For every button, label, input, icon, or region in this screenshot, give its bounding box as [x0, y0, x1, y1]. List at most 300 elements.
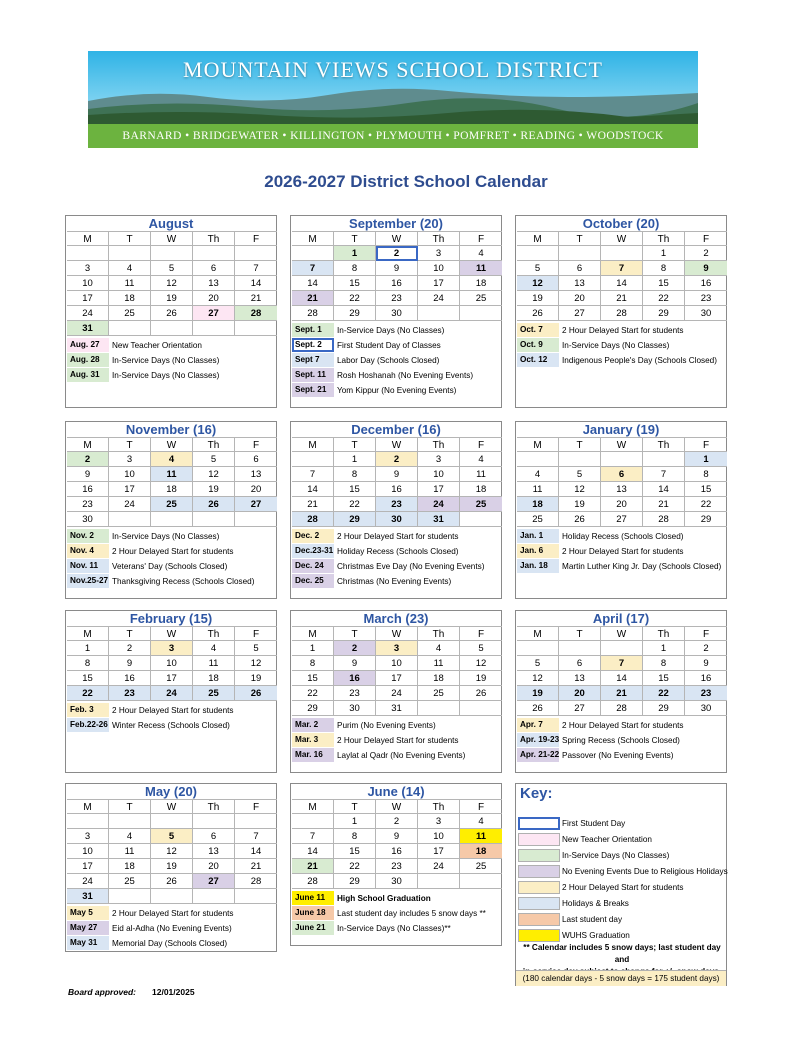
day-cell: 13: [559, 671, 601, 686]
note-text: Spring Recess (Schools Closed): [562, 736, 680, 745]
weekday-header: Th: [193, 626, 235, 641]
weekday-header: T: [334, 799, 376, 814]
day-cell: 8: [67, 656, 109, 671]
month-title: September (20): [349, 216, 443, 231]
note-date: Nov.25-27: [67, 574, 109, 588]
day-cell: 21: [235, 859, 277, 874]
month-note: [66, 574, 276, 589]
weekday-header: M: [292, 626, 334, 641]
weekday-header: T: [559, 231, 601, 246]
day-cell: 13: [235, 467, 277, 482]
day-cell: 22: [334, 859, 376, 874]
weekday-header: M: [67, 626, 109, 641]
day-cell: 4: [460, 246, 502, 261]
day-cell: 6: [235, 452, 277, 467]
weekday-header: W: [151, 231, 193, 246]
day-cell: 24: [67, 874, 109, 889]
note-text: Christmas Eve Day (No Evening Events): [337, 562, 485, 571]
day-cell: 27: [193, 874, 235, 889]
day-cell: 6: [559, 656, 601, 671]
day-cell: 11: [460, 467, 502, 482]
note-text: In-Service Days (No Classes): [112, 371, 220, 380]
month-february: [65, 610, 277, 773]
month-title: May (20): [144, 784, 198, 799]
note-date: Sept. 1: [292, 323, 334, 337]
day-cell: 14: [601, 276, 643, 291]
day-cell: 19: [559, 497, 601, 512]
month-june: [290, 783, 502, 946]
day-cell: 1: [292, 641, 334, 656]
day-cell: 8: [685, 467, 727, 482]
day-cell: 7: [292, 829, 334, 844]
empty-day-cell: [151, 246, 193, 261]
day-cell: 15: [67, 671, 109, 686]
month-title: August: [148, 216, 194, 231]
key-note-line1: ** Calendar includes 5 snow days; last student day and: [523, 943, 721, 964]
day-cell: 16: [685, 276, 727, 291]
month-note: [66, 906, 276, 921]
month-note: [291, 921, 501, 936]
note-text: 2 Hour Delayed Start for students: [562, 326, 684, 335]
note-date: Oct. 9: [517, 338, 559, 352]
day-cell: 25: [517, 512, 559, 527]
empty-day-cell: [235, 246, 277, 261]
day-cell: 16: [376, 276, 418, 291]
weekday-header: W: [376, 437, 418, 452]
day-cell: 5: [151, 261, 193, 276]
note-date: Sept. 21: [292, 383, 334, 397]
note-date: Sept. 2: [292, 338, 334, 352]
day-cell: 6: [193, 261, 235, 276]
weekday-header: Th: [193, 231, 235, 246]
day-cell: 16: [109, 671, 151, 686]
day-cell: 24: [418, 291, 460, 306]
day-cell: 10: [151, 656, 193, 671]
note-date: Feb.22-26: [67, 718, 109, 732]
empty-day-cell: [292, 814, 334, 829]
weekday-header: F: [685, 437, 727, 452]
note-text: Yom Kippur (No Evening Events): [337, 386, 457, 395]
day-cell: 18: [517, 497, 559, 512]
empty-day-cell: [67, 814, 109, 829]
key-label: New Teacher Orientation: [562, 835, 652, 844]
day-cell: 19: [460, 671, 502, 686]
day-cell: 1: [643, 246, 685, 261]
note-date: Aug. 28: [67, 353, 109, 367]
note-text: Passover (No Evening Events): [562, 751, 674, 760]
note-date: Jan. 6: [517, 544, 559, 558]
month-note: [291, 574, 501, 589]
day-cell: 29: [643, 701, 685, 716]
day-cell: 8: [643, 261, 685, 276]
day-cell: 20: [559, 686, 601, 701]
empty-day-cell: [559, 246, 601, 261]
day-cell: 26: [460, 686, 502, 701]
day-cell: 3: [376, 641, 418, 656]
day-cell: 18: [460, 482, 502, 497]
day-cell: 8: [292, 656, 334, 671]
day-cell: 16: [376, 844, 418, 859]
day-cell: 5: [460, 641, 502, 656]
empty-day-cell: [235, 889, 277, 904]
day-cell: 22: [643, 291, 685, 306]
day-cell: 24: [151, 686, 193, 701]
day-cell: 1: [334, 246, 376, 261]
day-cell: 16: [67, 482, 109, 497]
day-cell: 24: [418, 497, 460, 512]
month-note: [516, 733, 726, 748]
month-note: [66, 338, 276, 353]
day-cell: 31: [418, 512, 460, 527]
day-cell: 2: [334, 641, 376, 656]
day-cell: 24: [109, 497, 151, 512]
day-cell: 21: [292, 497, 334, 512]
day-cell: 26: [235, 686, 277, 701]
day-cell: 30: [685, 701, 727, 716]
day-cell: 26: [151, 874, 193, 889]
day-cell: 10: [67, 276, 109, 291]
note-text: In-Service Days (No Classes): [337, 326, 445, 335]
key-swatch-first-day: [518, 817, 560, 830]
key-title: Key:: [520, 785, 553, 802]
day-cell: 18: [151, 482, 193, 497]
empty-day-cell: [193, 512, 235, 527]
empty-day-cell: [418, 874, 460, 889]
weekday-header: F: [460, 799, 502, 814]
month-note: [516, 718, 726, 733]
day-cell: 10: [67, 844, 109, 859]
day-cell: 2: [376, 246, 418, 261]
weekday-header: M: [517, 231, 559, 246]
day-cell: 31: [67, 321, 109, 336]
day-cell: 2: [109, 641, 151, 656]
note-text: High School Graduation: [337, 894, 431, 903]
day-cell: 7: [292, 467, 334, 482]
empty-day-cell: [601, 641, 643, 656]
day-cell: 28: [601, 306, 643, 321]
weekday-header: T: [109, 231, 151, 246]
day-cell: 23: [109, 686, 151, 701]
day-cell: 19: [517, 686, 559, 701]
day-cell: 29: [334, 512, 376, 527]
day-cell: 12: [460, 656, 502, 671]
weekday-header: W: [376, 626, 418, 641]
month-note: [516, 748, 726, 763]
day-cell: 15: [643, 671, 685, 686]
weekday-header: T: [334, 231, 376, 246]
day-cell: 15: [334, 844, 376, 859]
day-cell: 18: [109, 859, 151, 874]
month-note: [516, 338, 726, 353]
day-cell: 3: [418, 452, 460, 467]
note-date: June 11: [292, 891, 334, 905]
day-cell: 9: [376, 829, 418, 844]
note-date: Dec. 24: [292, 559, 334, 573]
key-swatch-holiday: [518, 897, 560, 910]
month-note: [516, 529, 726, 544]
day-cell: 25: [109, 306, 151, 321]
day-cell: 21: [292, 859, 334, 874]
day-cell: 18: [418, 671, 460, 686]
day-cell: 2: [67, 452, 109, 467]
note-date: June 18: [292, 906, 334, 920]
banner-title: MOUNTAIN VIEWS SCHOOL DISTRICT: [183, 57, 603, 82]
note-text: Thanksgiving Recess (Schools Closed): [112, 577, 255, 586]
month-note: [66, 353, 276, 368]
month-note: [291, 891, 501, 906]
month-april: [515, 610, 727, 773]
month-january: [515, 421, 727, 599]
key-label: WUHS Graduation: [562, 931, 630, 940]
day-cell: 23: [334, 686, 376, 701]
month-note: [291, 733, 501, 748]
month-note: [66, 368, 276, 383]
day-cell: 21: [235, 291, 277, 306]
day-cell: 2: [376, 452, 418, 467]
day-cell: 26: [193, 497, 235, 512]
day-cell: 11: [460, 829, 502, 844]
weekday-header: M: [292, 231, 334, 246]
empty-day-cell: [109, 814, 151, 829]
weekday-header: F: [685, 231, 727, 246]
month-november: [65, 421, 277, 599]
weekday-header: Th: [193, 799, 235, 814]
day-cell: 17: [67, 291, 109, 306]
month-note: [291, 748, 501, 763]
day-cell: 18: [193, 671, 235, 686]
weekday-header: W: [151, 437, 193, 452]
day-cell: 13: [193, 276, 235, 291]
day-cell: 15: [334, 482, 376, 497]
day-cell: 20: [559, 291, 601, 306]
note-date: Mar. 3: [292, 733, 334, 747]
weekday-header: F: [460, 437, 502, 452]
month-note: [291, 529, 501, 544]
weekday-header: T: [109, 626, 151, 641]
day-cell: 27: [193, 306, 235, 321]
day-cell: 23: [376, 291, 418, 306]
day-cell: 20: [193, 859, 235, 874]
day-cell: 5: [517, 261, 559, 276]
day-cell: 20: [235, 482, 277, 497]
note-text: In-Service Days (No Classes)**: [337, 924, 451, 933]
month-may: [65, 783, 277, 952]
note-date: Oct. 7: [517, 323, 559, 337]
empty-day-cell: [517, 246, 559, 261]
day-cell: 28: [292, 874, 334, 889]
day-cell: 10: [418, 829, 460, 844]
day-cell: 3: [418, 814, 460, 829]
day-cell: 16: [685, 671, 727, 686]
day-cell: 9: [685, 261, 727, 276]
day-cell: 29: [334, 874, 376, 889]
day-cell: 31: [376, 701, 418, 716]
weekday-header: M: [67, 231, 109, 246]
note-text: In-Service Days (No Classes): [112, 356, 220, 365]
month-note: [66, 703, 276, 718]
day-cell: 4: [418, 641, 460, 656]
empty-day-cell: [418, 701, 460, 716]
day-cell: 21: [292, 291, 334, 306]
empty-day-cell: [109, 321, 151, 336]
month-title: October (20): [582, 216, 660, 231]
weekday-header: T: [559, 437, 601, 452]
day-cell: 3: [67, 829, 109, 844]
day-cell: 9: [376, 467, 418, 482]
day-cell: 25: [418, 686, 460, 701]
weekday-header: F: [235, 437, 277, 452]
key-label: Last student day: [562, 915, 623, 924]
day-cell: 9: [67, 467, 109, 482]
day-cell: 5: [193, 452, 235, 467]
day-cell: 10: [418, 467, 460, 482]
month-december: [290, 421, 502, 599]
day-cell: 5: [559, 467, 601, 482]
note-date: Apr. 7: [517, 718, 559, 732]
weekday-header: F: [685, 626, 727, 641]
day-cell: 23: [67, 497, 109, 512]
empty-day-cell: [193, 321, 235, 336]
board-approved-label: Board approved:: [68, 987, 137, 997]
empty-day-cell: [601, 246, 643, 261]
day-cell: 3: [151, 641, 193, 656]
day-cell: 4: [193, 641, 235, 656]
day-cell: 22: [292, 686, 334, 701]
weekday-header: F: [460, 231, 502, 246]
note-date: Feb. 3: [67, 703, 109, 717]
empty-day-cell: [292, 452, 334, 467]
note-date: Mar. 2: [292, 718, 334, 732]
empty-day-cell: [460, 874, 502, 889]
day-cell: 27: [559, 306, 601, 321]
month-note: [66, 936, 276, 951]
weekday-header: M: [67, 437, 109, 452]
day-cell: 11: [109, 276, 151, 291]
weekday-header: Th: [643, 437, 685, 452]
weekday-header: Th: [193, 437, 235, 452]
day-cell: 16: [334, 671, 376, 686]
month-note: [516, 544, 726, 559]
day-cell: 22: [334, 291, 376, 306]
month-note: [516, 559, 726, 574]
day-cell: 4: [109, 261, 151, 276]
note-text: 2 Hour Delayed Start for students: [112, 909, 234, 918]
note-text: 2 Hour Delayed Start for students: [337, 736, 459, 745]
day-cell: 17: [418, 844, 460, 859]
note-date: Jan. 1: [517, 529, 559, 543]
month-march: [290, 610, 502, 773]
day-cell: 7: [601, 656, 643, 671]
day-cell: 25: [109, 874, 151, 889]
day-cell: 8: [334, 261, 376, 276]
note-date: May 5: [67, 906, 109, 920]
month-note: [291, 323, 501, 338]
day-cell: 24: [376, 686, 418, 701]
day-cell: 17: [418, 482, 460, 497]
day-cell: 7: [292, 261, 334, 276]
empty-day-cell: [109, 246, 151, 261]
day-cell: 8: [643, 656, 685, 671]
month-title: December (16): [351, 422, 441, 437]
empty-day-cell: [601, 452, 643, 467]
weekday-header: Th: [643, 231, 685, 246]
empty-day-cell: [67, 246, 109, 261]
day-cell: 25: [460, 291, 502, 306]
day-cell: 18: [109, 291, 151, 306]
note-text: Holiday Recess (Schools Closed): [562, 532, 684, 541]
day-cell: 28: [601, 701, 643, 716]
day-cell: 1: [67, 641, 109, 656]
note-text: Martin Luther King Jr. Day (Schools Closed): [562, 562, 722, 571]
weekday-header: T: [334, 437, 376, 452]
weekday-header: W: [151, 626, 193, 641]
empty-day-cell: [193, 814, 235, 829]
key-label: No Evening Events Due to Religious Holidays: [562, 867, 728, 876]
day-cell: 3: [67, 261, 109, 276]
day-cell: 28: [292, 306, 334, 321]
weekday-header: F: [460, 626, 502, 641]
day-cell: 3: [109, 452, 151, 467]
key-swatch-no-evening: [518, 865, 560, 878]
note-text: Holiday Recess (Schools Closed): [337, 547, 459, 556]
weekday-header: F: [235, 231, 277, 246]
day-cell: 29: [685, 512, 727, 527]
key-panel: [515, 783, 727, 986]
day-cell: 3: [418, 246, 460, 261]
banner-towns: BARNARD • BRIDGEWATER • KILLINGTON • PLYMOUTH • POMFRET • READING • WOODSTOCK: [88, 124, 698, 148]
day-cell: 12: [559, 482, 601, 497]
day-cell: 1: [334, 814, 376, 829]
note-date: Oct. 12: [517, 353, 559, 367]
day-cell: 21: [601, 686, 643, 701]
month-note: [66, 921, 276, 936]
day-cell: 2: [685, 246, 727, 261]
day-cell: 26: [559, 512, 601, 527]
key-label: First Student Day: [562, 819, 626, 828]
note-text: 2 Hour Delayed Start for students: [562, 721, 684, 730]
weekday-header: W: [601, 437, 643, 452]
day-cell: 18: [460, 276, 502, 291]
day-cell: 17: [151, 671, 193, 686]
day-cell: 4: [109, 829, 151, 844]
day-cell: 11: [517, 482, 559, 497]
empty-day-cell: [517, 452, 559, 467]
month-note: [291, 906, 501, 921]
day-cell: 11: [460, 261, 502, 276]
day-cell: 18: [460, 844, 502, 859]
day-cell: 6: [193, 829, 235, 844]
day-cell: 8: [334, 467, 376, 482]
empty-day-cell: [559, 452, 601, 467]
note-text: Veterans' Day (Schools Closed): [112, 562, 228, 571]
day-cell: 15: [643, 276, 685, 291]
empty-day-cell: [235, 814, 277, 829]
day-cell: 8: [334, 829, 376, 844]
note-text: Indigenous People's Day (Schools Closed): [562, 356, 717, 365]
day-cell: 12: [151, 276, 193, 291]
day-cell: 28: [643, 512, 685, 527]
note-text: Eid al-Adha (No Evening Events): [112, 924, 232, 933]
weekday-header: W: [601, 231, 643, 246]
empty-day-cell: [193, 889, 235, 904]
note-date: June 21: [292, 921, 334, 935]
empty-day-cell: [151, 512, 193, 527]
note-date: Apr. 19-23: [517, 733, 559, 747]
month-note: [291, 368, 501, 383]
day-cell: 17: [418, 276, 460, 291]
day-cell: 25: [460, 859, 502, 874]
note-date: Aug. 31: [67, 368, 109, 382]
